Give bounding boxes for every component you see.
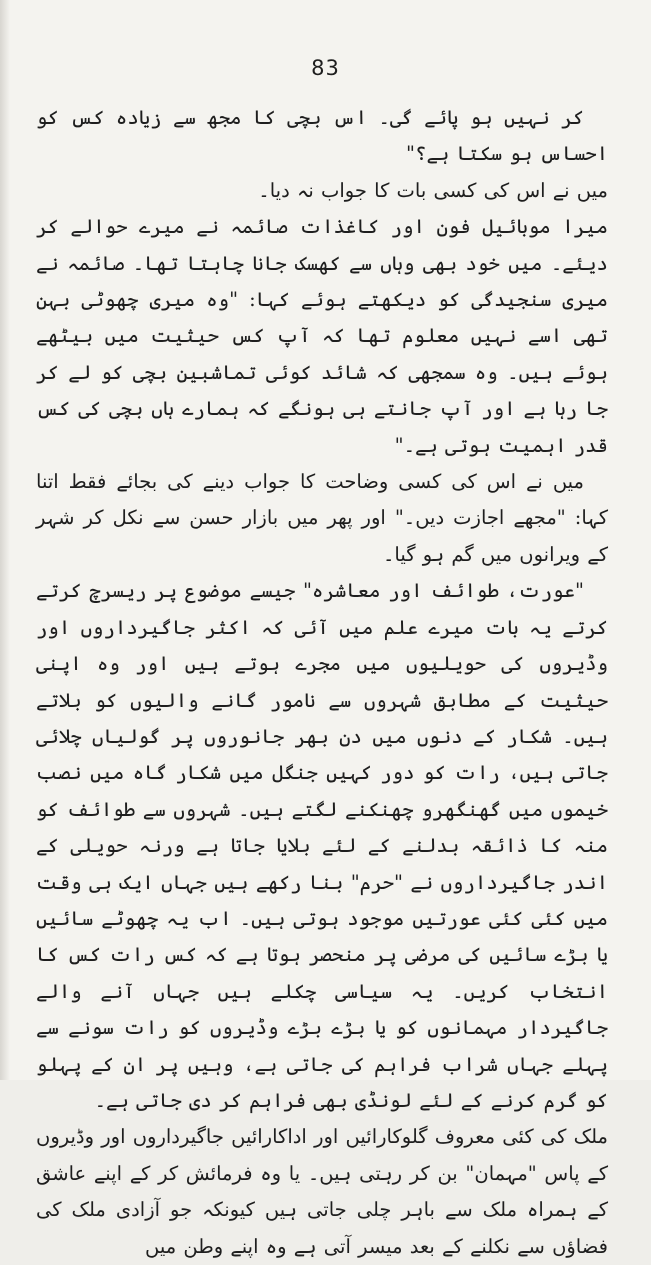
paragraph-1: کر نہیں ہو پائے گی۔ اس بچی کا مجھ سے زیادہ کس کو احساس ہو سکتا ہے؟" [36, 106, 608, 166]
paragraph-6: ملک کی کئی معروف گلوکارائیں اور اداکارائیں جاگیرداروں اور وڈیروں کے پاس "مہمان" بن کر رہتی ہیں۔ یا وہ فرمائش کر کے اپنے عاشق کے ہمراہ ملک سے باہر چلی جاتی ہیں کیونکہ جو آزادی ملک کی فضاؤں سے نکلنے کے بعد میسر آتی ہے وہ اپنے وطن میں [36, 1125, 608, 1258]
paragraph-2: میں نے اس کی کسی بات کا جواب نہ دیا۔ [258, 178, 608, 202]
paragraph-4: میں نے اس کی کسی وضاحت کا جواب دینے کی بجائے فقط اتنا کہا: "مجھے اجازت دیں۔" اور پھر میں بازار حسن سے نکل کر شہر کے ویرانوں میں گم ہو گیا۔ [36, 470, 608, 566]
paragraph-3: میرا موبائیل فون اور کاغذات صائمہ نے میرے حوالے کر دیئے۔ میں خود بھی وہاں سے کھسک جانا چاہتا تھا۔ صائمہ نے میری سنجیدگی کو دیکھتے ہوئے کہا: "وہ میری چھوٹی بہن تھی اسے نہیں معلوم تھا کہ آپ کس حیثیت میں بیٹھے ہوئے ہیں۔ وہ سمجھی کہ شائد کوئی تماشبین بچی کو لے کر جا رہا ہے اور آپ جانتے ہی ہونگے کہ ہمارے ہاں بچی کی کس قدر اہمیت ہوتی ہے۔" [36, 215, 608, 457]
page-number: 83 [311, 56, 340, 80]
paragraph-5: "عورت، طوائف اور معاشرہ" جیسے موضوع پر ریسرچ کرتے کرتے یہ بات میرے علم میں آئی کہ اکثر جاگیرداروں اور وڈیروں کی حویلیوں میں مجرے ہوتے ہیں اور وہ اپنی حیثیت کے مطابق شہروں سے نامور گانے والیوں کو بلاتے ہیں۔ شکار کے دنوں میں دن بھر جانوروں پر گولیاں چلائی جاتی ہیں، رات کو دور کہیں جنگل میں شکار گاہ میں نصب خیموں میں گھنگھرو چھنکنے لگتے ہیں۔ شہروں سے طوائف کو منہ کا ذائقہ بدلنے کے لئے بلایا جاتا ہے ورنہ حویلی کے اندر جاگیرداروں نے "حرم" بنا رکھے ہیں جہاں ایک ہی وقت میں کئی کئی عورتیں موجود ہوتی ہیں۔ اب یہ چھوٹے سائیں یا بڑے سائیں کی مرضی پر منحصر ہوتا ہے کہ کس رات کس کا انتخاب کریں۔ یہ سیاسی چکلے ہیں جہاں آنے والے جاگیردار مہمانوں کو یا بڑے بڑے وڈیروں کو رات سونے سے پہلے جہاں شراب فراہم کی جاتی ہے، وہیں پر ان کے پہلو کو گرم کرنے کے لئے لونڈی بھی فراہم کر دی جاتی ہے۔ [36, 579, 608, 1112]
page-edge-shadow [0, 0, 10, 1080]
page-body-text [36, 100, 608, 1265]
